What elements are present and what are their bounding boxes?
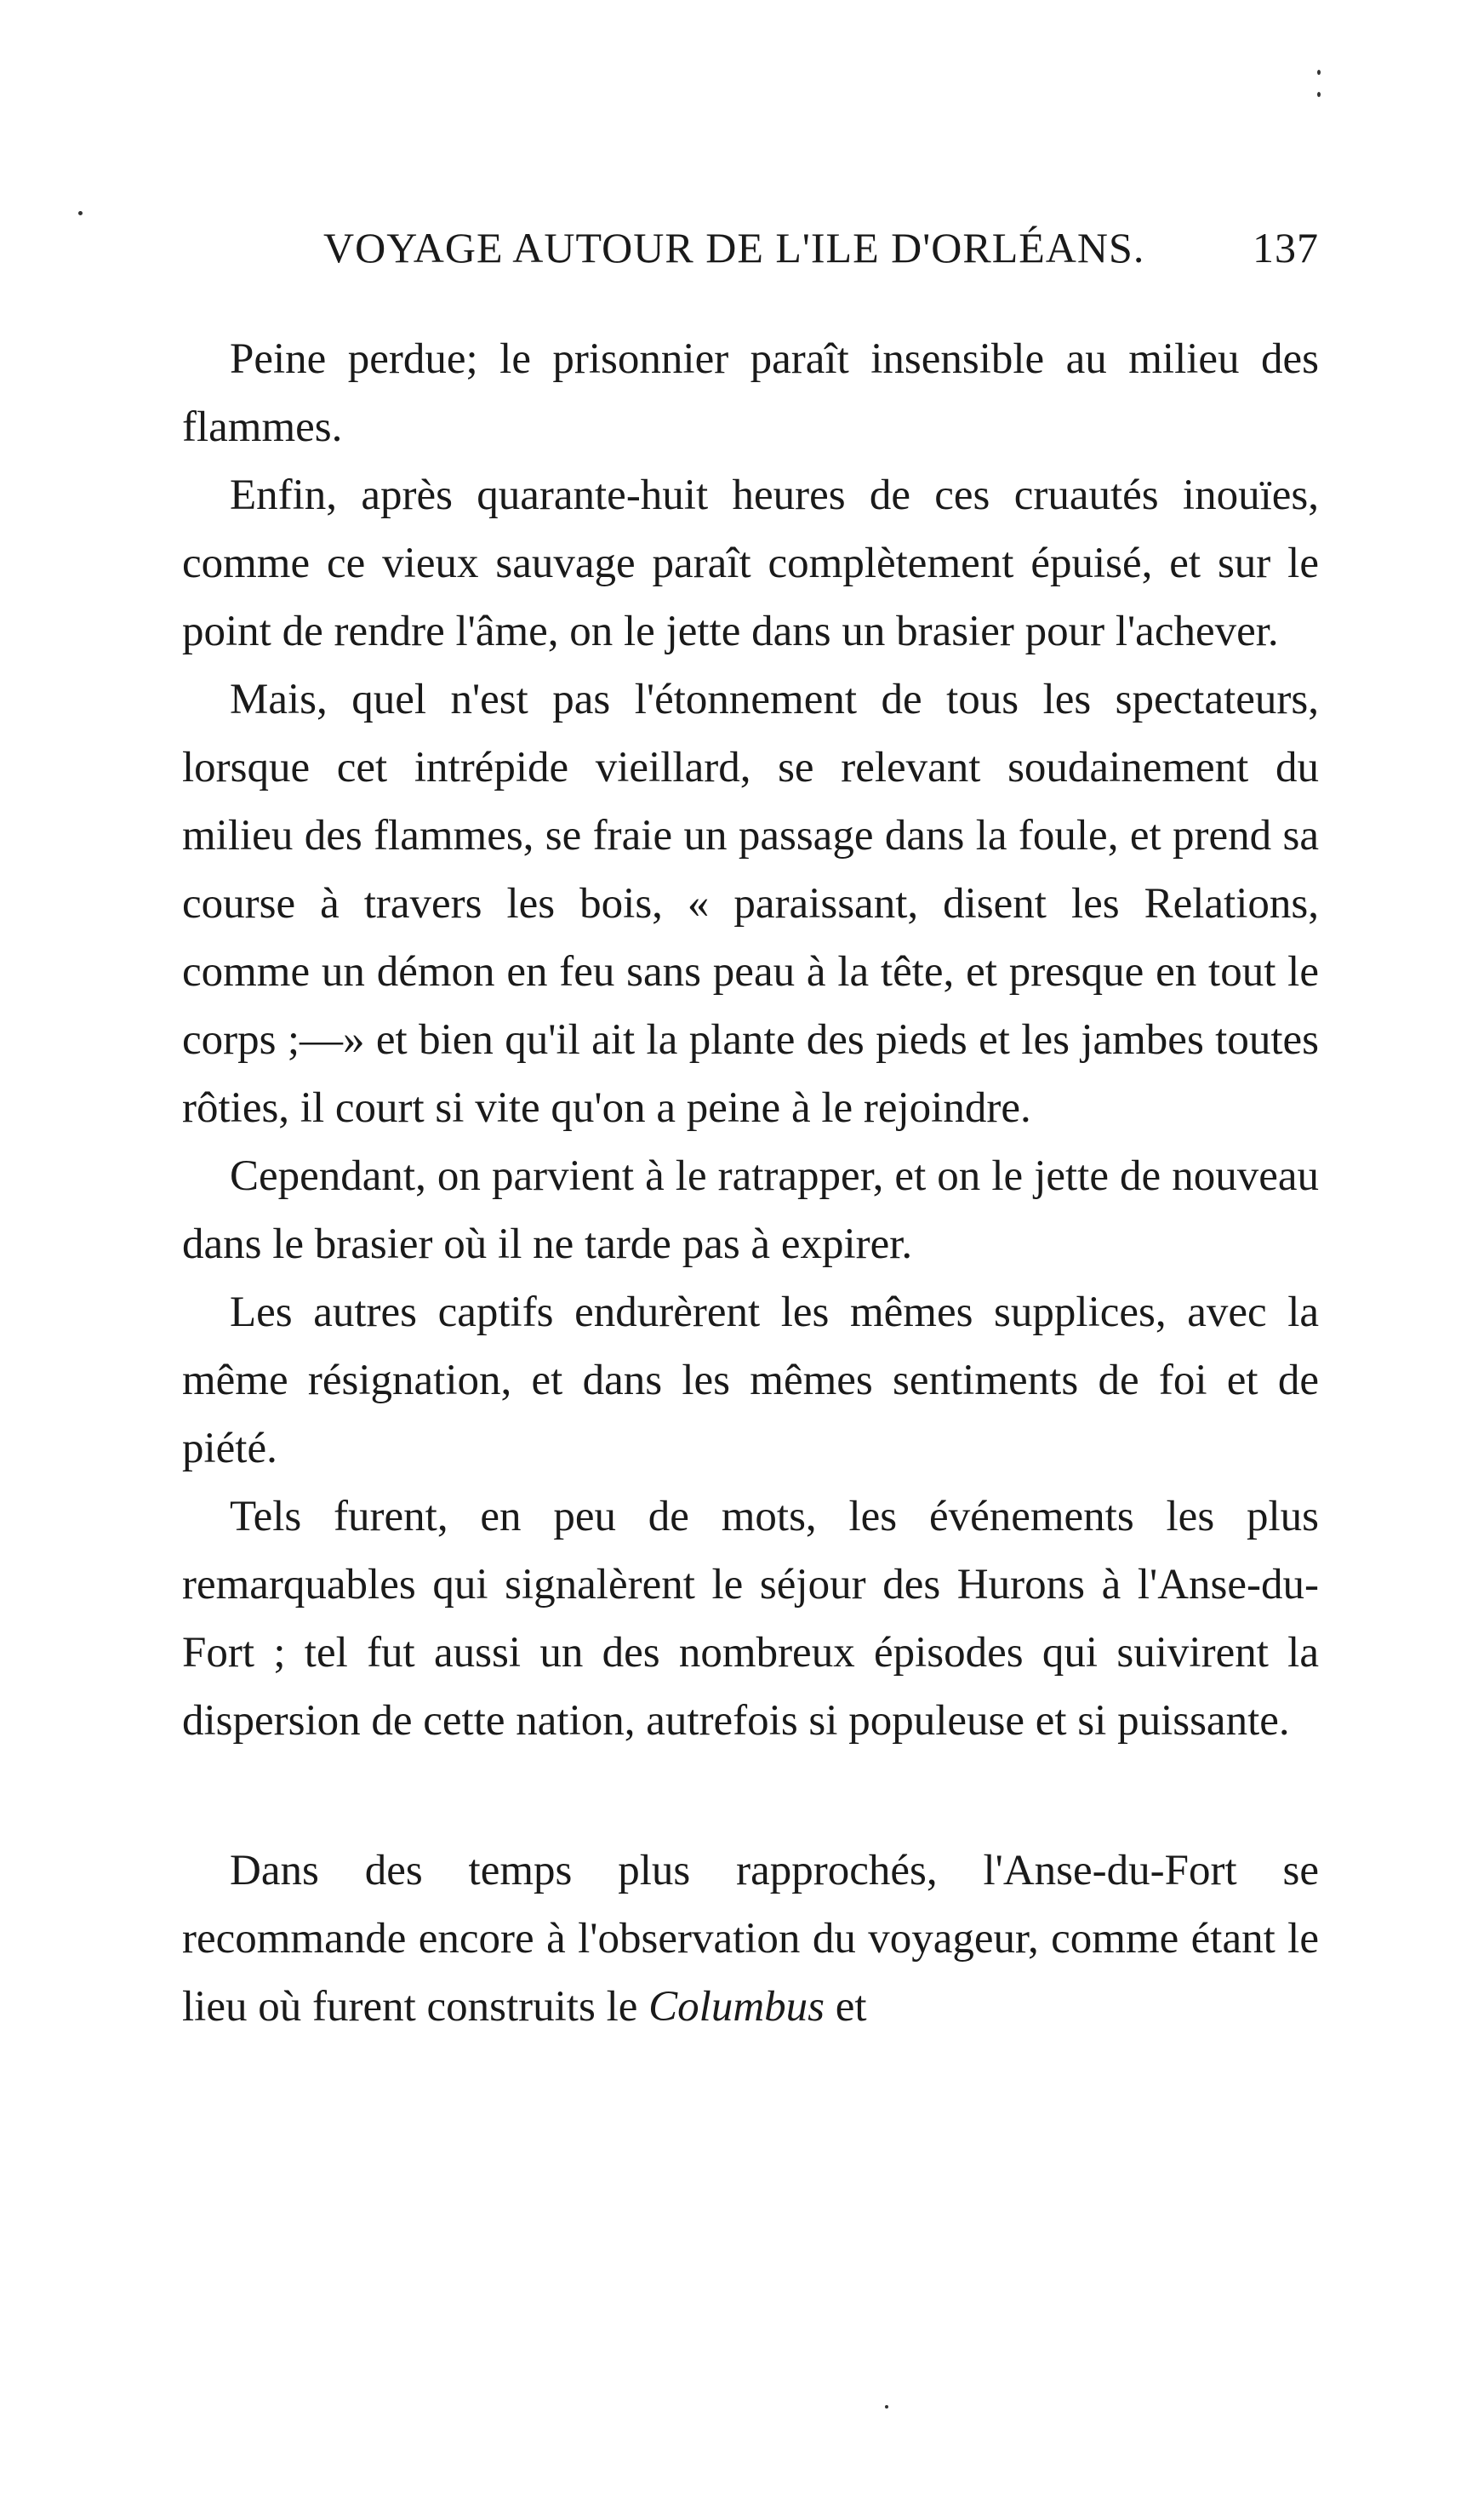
print-speck	[885, 2405, 888, 2409]
ship-name: Columbus	[648, 1983, 825, 2031]
paragraph: Mais, quel n'est pas l'étonnement de tous les spectateurs, lorsque cet intrépide vieillard, se relevant soudainement du milieu des flammes, se fraie un passage dans la foule, et prend sa course à travers les bois, « paraissant, disent les Relations, comme un démon en feu sans peau à la tête, et presque en tout le corps ;—» et bien qu'il ait la plante des pieds et les jambes toutes rôties, il court si vite qu'on a peine à le rejoindre.	[182, 676, 1319, 1132]
page-number: 137	[1253, 224, 1319, 271]
paragraph: Les autres captifs endurèrent les mêmes supplices, avec la même résignation, et dans les mêmes sentiments de foi et de piété.	[182, 1289, 1319, 1472]
final-paragraph	[182, 1837, 1319, 2041]
body-text	[182, 325, 1319, 2041]
paragraph: Peine perdue; le prisonnier paraît insensible au milieu des flammes.	[182, 335, 1319, 451]
paragraph: Cependant, on parvient à le ratrapper, et on le jette de nouveau dans le brasier où il ne tarde pas à expirer.	[182, 1152, 1319, 1268]
final-paragraph-text: Dans des temps plus rapprochés, l'Anse-du-Fort se recommande encore à l'observation du voyageur, comme étant le lieu où furent construits le	[182, 1847, 1319, 2031]
paragraph: Tels furent, en peu de mots, les événements les plus remarquables qui signalèrent le séjour des Hurons à l'Anse-du-Fort ; tel fut aussi un des nombreux épisodes qui suivirent la dispersion de cette nation, autrefois si populeuse et si puissante.	[182, 1493, 1319, 1745]
page-header	[323, 223, 1319, 283]
print-speck	[78, 211, 83, 215]
final-paragraph-tail: et	[825, 1983, 867, 2031]
print-speck	[1317, 70, 1321, 75]
paragraph: Enfin, après quarante-huit heures de ces cruautés inouïes, comme ce vieux sauvage paraît complètement épuisé, et sur le point de rendre l'âme, on le jette dans un brasier pour l'achever.	[182, 471, 1319, 655]
running-title: VOYAGE AUTOUR DE L'ILE D'ORLÉANS.	[323, 224, 1145, 271]
print-speck	[1317, 92, 1321, 97]
